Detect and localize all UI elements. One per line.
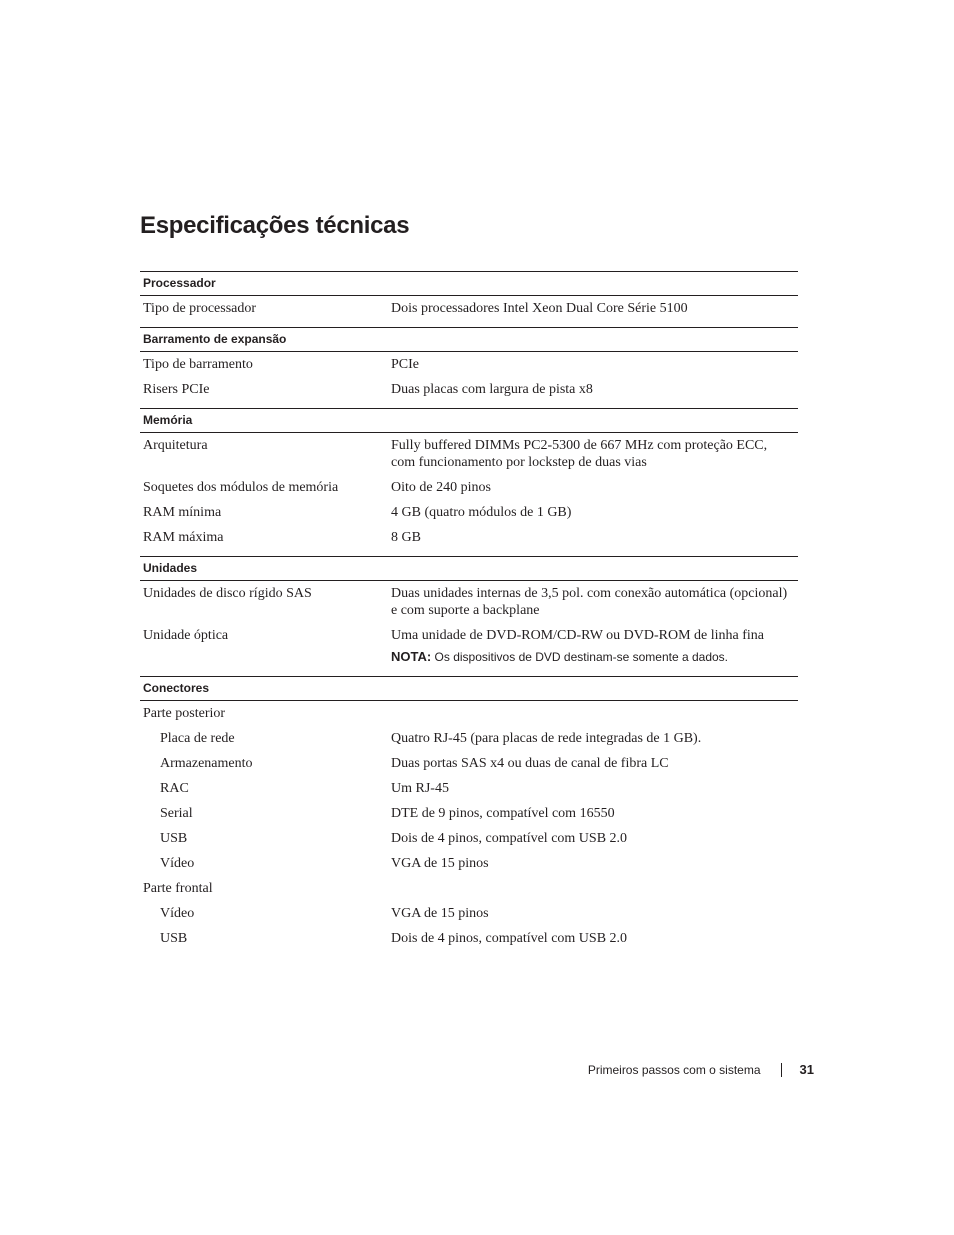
table-row bbox=[140, 504, 798, 521]
row-value: Dois de 4 pinos, compatível com USB 2.0 bbox=[391, 831, 628, 846]
table-row bbox=[140, 627, 798, 666]
row-label: Arquitetura bbox=[143, 438, 208, 453]
row-value bbox=[391, 880, 798, 897]
row-value: Uma unidade de DVD-ROM/CD-RW ou DVD-ROM de linha fina bbox=[391, 628, 765, 643]
table-row bbox=[140, 880, 798, 897]
section-barramento bbox=[140, 327, 798, 408]
table-row bbox=[140, 585, 798, 619]
row-value: Dois de 4 pinos, compatível com USB 2.0 bbox=[391, 931, 628, 946]
section-header: Conectores bbox=[140, 677, 798, 701]
row-label: RAM mínima bbox=[143, 505, 222, 520]
row-value: VGA de 15 pinos bbox=[391, 906, 489, 921]
spec-table bbox=[140, 271, 798, 957]
table-row bbox=[140, 855, 798, 872]
table-row bbox=[140, 730, 798, 747]
page-title: Especificações técnicas bbox=[140, 212, 410, 239]
row-value: 8 GB bbox=[391, 530, 421, 545]
row-label: RAC bbox=[160, 781, 189, 796]
section-header: Memória bbox=[140, 409, 798, 433]
table-row bbox=[140, 830, 798, 847]
row-value: Duas placas com largura de pista x8 bbox=[391, 382, 593, 397]
section-memoria bbox=[140, 408, 798, 556]
row-value: DTE de 9 pinos, compatível com 16550 bbox=[391, 806, 615, 821]
row-label: Tipo de barramento bbox=[143, 357, 253, 372]
row-label: Vídeo bbox=[160, 856, 195, 871]
row-label: Risers PCIe bbox=[143, 382, 210, 397]
table-row bbox=[140, 356, 798, 373]
row-value: VGA de 15 pinos bbox=[391, 856, 489, 871]
page-footer bbox=[588, 1062, 814, 1077]
row-label: Soquetes dos módulos de memória bbox=[143, 480, 339, 495]
row-label: Unidades de disco rígido SAS bbox=[143, 586, 312, 601]
section-processador bbox=[140, 271, 798, 327]
row-value: Dois processadores Intel Xeon Dual Core Série 5100 bbox=[391, 301, 688, 316]
row-label: Vídeo bbox=[160, 906, 195, 921]
table-row bbox=[140, 437, 798, 471]
note-label: NOTA: bbox=[391, 649, 432, 664]
table-row bbox=[140, 930, 798, 947]
row-label: USB bbox=[160, 931, 188, 946]
row-value bbox=[391, 705, 798, 722]
row-label: RAM máxima bbox=[143, 530, 224, 545]
note-text: Os dispositivos de DVD destinam-se somente a dados. bbox=[431, 650, 729, 664]
row-label: Unidade óptica bbox=[143, 628, 229, 643]
row-label: Placa de rede bbox=[160, 731, 235, 746]
footer-text: Primeiros passos com o sistema bbox=[587, 1062, 761, 1077]
row-value: Fully buffered DIMMs PC2-5300 de 667 MHz com proteção ECC, com funcionamento por lockstep de duas vias bbox=[391, 438, 768, 470]
row-value: Oito de 240 pinos bbox=[391, 480, 491, 495]
table-row bbox=[140, 705, 798, 722]
section-unidades bbox=[140, 556, 798, 676]
section-conectores bbox=[140, 676, 798, 957]
row-value: Duas unidades internas de 3,5 pol. com conexão automática (opcional) e com suporte a backplane bbox=[391, 586, 788, 618]
row-label: USB bbox=[160, 831, 188, 846]
section-header: Unidades bbox=[140, 557, 798, 581]
section-header: Processador bbox=[140, 272, 798, 296]
table-row bbox=[140, 905, 798, 922]
section-header: Barramento de expansão bbox=[140, 328, 798, 352]
row-value: Um RJ-45 bbox=[391, 781, 449, 796]
row-value: PCIe bbox=[391, 357, 419, 372]
row-value: Duas portas SAS x4 ou duas de canal de fibra LC bbox=[391, 756, 669, 771]
row-label: Tipo de processador bbox=[143, 301, 257, 316]
row-value: 4 GB (quatro módulos de 1 GB) bbox=[391, 505, 572, 520]
row-group-label: Parte frontal bbox=[143, 881, 213, 896]
table-row bbox=[140, 300, 798, 317]
table-row bbox=[140, 780, 798, 797]
row-group-label: Parte posterior bbox=[143, 706, 226, 721]
footer-divider bbox=[781, 1063, 782, 1077]
row-value-group bbox=[391, 627, 798, 666]
table-row bbox=[140, 529, 798, 546]
table-row bbox=[140, 381, 798, 398]
page-number: 31 bbox=[799, 1062, 814, 1077]
table-row bbox=[140, 479, 798, 496]
row-label: Armazenamento bbox=[160, 756, 253, 771]
note bbox=[391, 648, 792, 666]
table-row bbox=[140, 805, 798, 822]
row-value: Quatro RJ-45 (para placas de rede integradas de 1 GB). bbox=[391, 731, 702, 746]
row-label: Serial bbox=[160, 806, 193, 821]
table-row bbox=[140, 755, 798, 772]
